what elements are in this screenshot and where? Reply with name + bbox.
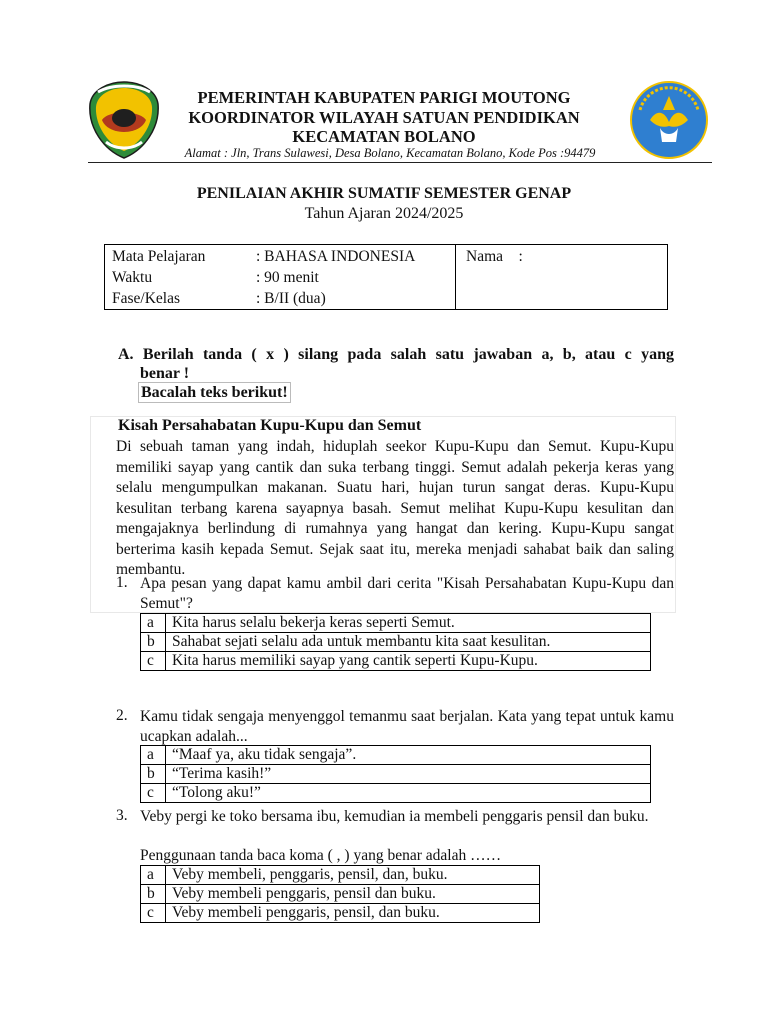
option-row[interactable] — [141, 784, 651, 803]
option-text: Veby membeli penggaris, pensil, dan buku. — [166, 904, 540, 923]
option-text: Veby membeli penggaris, pensil dan buku. — [166, 885, 540, 904]
header-rule — [88, 162, 712, 163]
exam-year: Tahun Ajaran 2024/2025 — [304, 205, 464, 222]
time-value: : 90 menit — [256, 269, 319, 286]
story-title: Kisah Persahabatan Kupu-Kupu dan Semut — [118, 417, 422, 434]
subject-value: : BAHASA INDONESIA — [256, 248, 416, 265]
question-1-options — [140, 613, 651, 671]
option-text: Kita harus memiliki sayap yang cantik seperti Kupu-Kupu. — [166, 652, 651, 671]
name-label: Nama — [466, 248, 504, 265]
option-text: “Tolong aku!” — [166, 784, 651, 803]
class-label: Fase/Kelas — [112, 290, 181, 307]
option-text: Kita harus selalu bekerja keras seperti Semut. — [166, 614, 651, 633]
tut-wuri-handayani-logo — [628, 80, 710, 160]
option-letter: a — [141, 866, 166, 885]
name-value: : — [518, 248, 523, 265]
option-letter: b — [141, 885, 166, 904]
option-row[interactable] — [141, 885, 540, 904]
header-government: PEMERINTAH KABUPATEN PARIGI MOUTONG — [197, 88, 571, 107]
option-text: “Terima kasih!” — [166, 765, 651, 784]
section-a-instruction — [118, 345, 674, 364]
option-letter: c — [141, 904, 166, 923]
option-letter: b — [141, 765, 166, 784]
option-row[interactable] — [141, 746, 651, 765]
class-value: : B/II (dua) — [256, 290, 326, 307]
option-letter: a — [141, 614, 166, 633]
option-letter: c — [141, 784, 166, 803]
header-district: KECAMATAN BOLANO — [292, 127, 476, 146]
question-text: Veby pergi ke toko bersama ibu, kemudian ia membeli penggaris pensil dan buku. — [140, 808, 649, 825]
section-a-instruction-line1: Berilah tanda ( x ) silang pada salah satu jawaban a, b, atau c yang — [142, 346, 674, 363]
option-text: Veby membeli, penggaris, pensil, dan, buku. — [166, 866, 540, 885]
question-text: Apa pesan yang dapat kamu ambil dari cerita "Kisah Persahabatan Kupu-Kupu dan Semut"? — [140, 575, 674, 612]
option-letter: a — [141, 746, 166, 765]
option-text: Sahabat sejati selalu ada untuk membantu kita saat kesulitan. — [166, 633, 651, 652]
question-2-options — [140, 745, 651, 803]
read-text-instruction: Bacalah teks berikut! — [138, 382, 291, 403]
header-address: Alamat : Jln, Trans Sulawesi, Desa Bolano, Kecamatan Bolano, Kode Pos :94479 — [184, 146, 596, 160]
story-body: Di sebuah taman yang indah, hiduplah seekor Kupu-Kupu dan Semut. Kupu-Kupu memiliki sayap yang cantik dan suka terbang tinggi. Semut adalah pekerja keras yang selalu mengumpulkan makanan. Suatu hari, hujan turun sangat deras. Kupu-Kupu kesulitan terbang karena sayapnya basah. Semut melihat Kupu-Kupu kesulitan dan mengajaknya berlindung di rumahnya yang hangat dan kering. Kupu-Kupu sangat berterima kasih kepada Semut. Sejak saat itu, mereka menjadi sahabat baik dan saling membantu. — [116, 438, 674, 578]
question-extra: Penggunaan tanda baca koma ( , ) yang benar adalah …… — [140, 847, 502, 864]
option-row[interactable] — [141, 866, 540, 885]
option-letter: b — [141, 633, 166, 652]
subject-label: Mata Pelajaran — [112, 248, 206, 265]
question-number: 1. — [116, 574, 128, 591]
section-a-marker: A. — [118, 346, 134, 363]
option-row[interactable] — [141, 614, 651, 633]
header-coordinator: KOORDINATOR WILAYAH SATUAN PENDIDIKAN — [188, 108, 580, 127]
identity-box — [104, 244, 668, 310]
option-letter: c — [141, 652, 166, 671]
question-text: Kamu tidak sengaja menyenggol temanmu saat berjalan. Kata yang tepat untuk kamu ucapkan adalah... — [140, 708, 674, 745]
question-3-options — [140, 865, 540, 923]
option-text: “Maaf ya, aku tidak sengaja”. — [166, 746, 651, 765]
name-row — [466, 247, 523, 267]
option-row[interactable] — [141, 652, 651, 671]
option-row[interactable] — [141, 633, 651, 652]
question-number: 2. — [116, 707, 128, 724]
section-a-instruction-line2: benar ! — [140, 365, 190, 382]
option-row[interactable] — [141, 765, 651, 784]
exam-title: PENILAIAN AKHIR SUMATIF SEMESTER GENAP — [196, 185, 572, 202]
class-row — [112, 289, 326, 309]
identity-divider — [455, 245, 456, 309]
option-row[interactable] — [141, 904, 540, 923]
time-row — [112, 268, 319, 288]
time-label: Waktu — [112, 269, 153, 286]
subject-row — [112, 247, 415, 267]
question-number: 3. — [116, 807, 128, 824]
